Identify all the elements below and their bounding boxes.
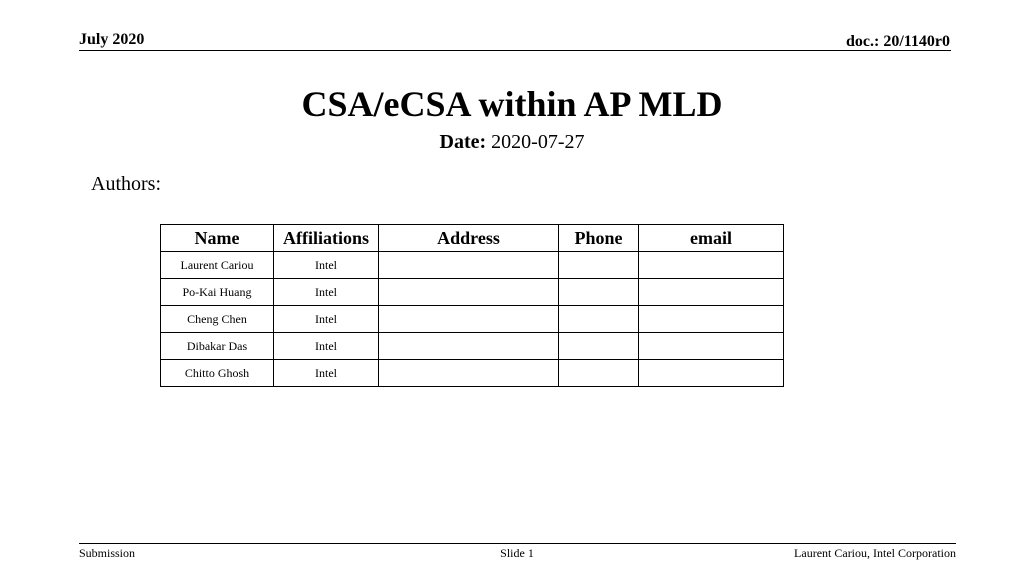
author-address [379,333,559,360]
author-email [639,252,784,279]
table-row [161,333,784,360]
footer-submission: Submission [79,546,136,560]
author-phone [559,279,639,306]
footer-author: Laurent Cariou, Intel Corporation [794,546,956,560]
table-row [161,306,784,333]
author-affiliation: Intel [274,333,379,360]
header-address: Address [379,225,559,252]
author-name: Cheng Chen [161,306,274,333]
header-email: email [639,225,784,252]
author-phone [559,360,639,387]
author-name: Chitto Ghosh [161,360,274,387]
table-header-row [161,225,784,252]
table-row [161,279,784,306]
header-affiliations: Affiliations [274,225,379,252]
footer-divider [79,543,956,544]
author-affiliation: Intel [274,360,379,387]
date-value: 2020-07-27 [491,131,585,153]
author-email [639,333,784,360]
author-phone [559,333,639,360]
slide-title: CSA/eCSA within AP MLD [301,84,723,124]
footer-slide-number: Slide 1 [500,546,534,560]
authors-label: Authors: [91,173,161,195]
author-name: Po-Kai Huang [161,279,274,306]
author-name: Laurent Cariou [161,252,274,279]
author-address [379,360,559,387]
author-email [639,360,784,387]
author-address [379,306,559,333]
slide-date [0,131,1024,153]
header-phone: Phone [559,225,639,252]
author-affiliation: Intel [274,306,379,333]
author-phone [559,306,639,333]
table-row [161,252,784,279]
author-phone [559,252,639,279]
author-affiliation: Intel [274,279,379,306]
header-doc-number: doc.: 20/1140r0 [846,33,950,50]
header-divider [79,50,951,51]
author-name: Dibakar Das [161,333,274,360]
date-label: Date: [439,131,487,153]
header-name: Name [161,225,274,252]
author-email [639,279,784,306]
author-affiliation: Intel [274,252,379,279]
author-address [379,252,559,279]
authors-table [160,224,784,387]
author-email [639,306,784,333]
author-address [379,279,559,306]
header-date: July 2020 [79,31,145,48]
table-row [161,360,784,387]
